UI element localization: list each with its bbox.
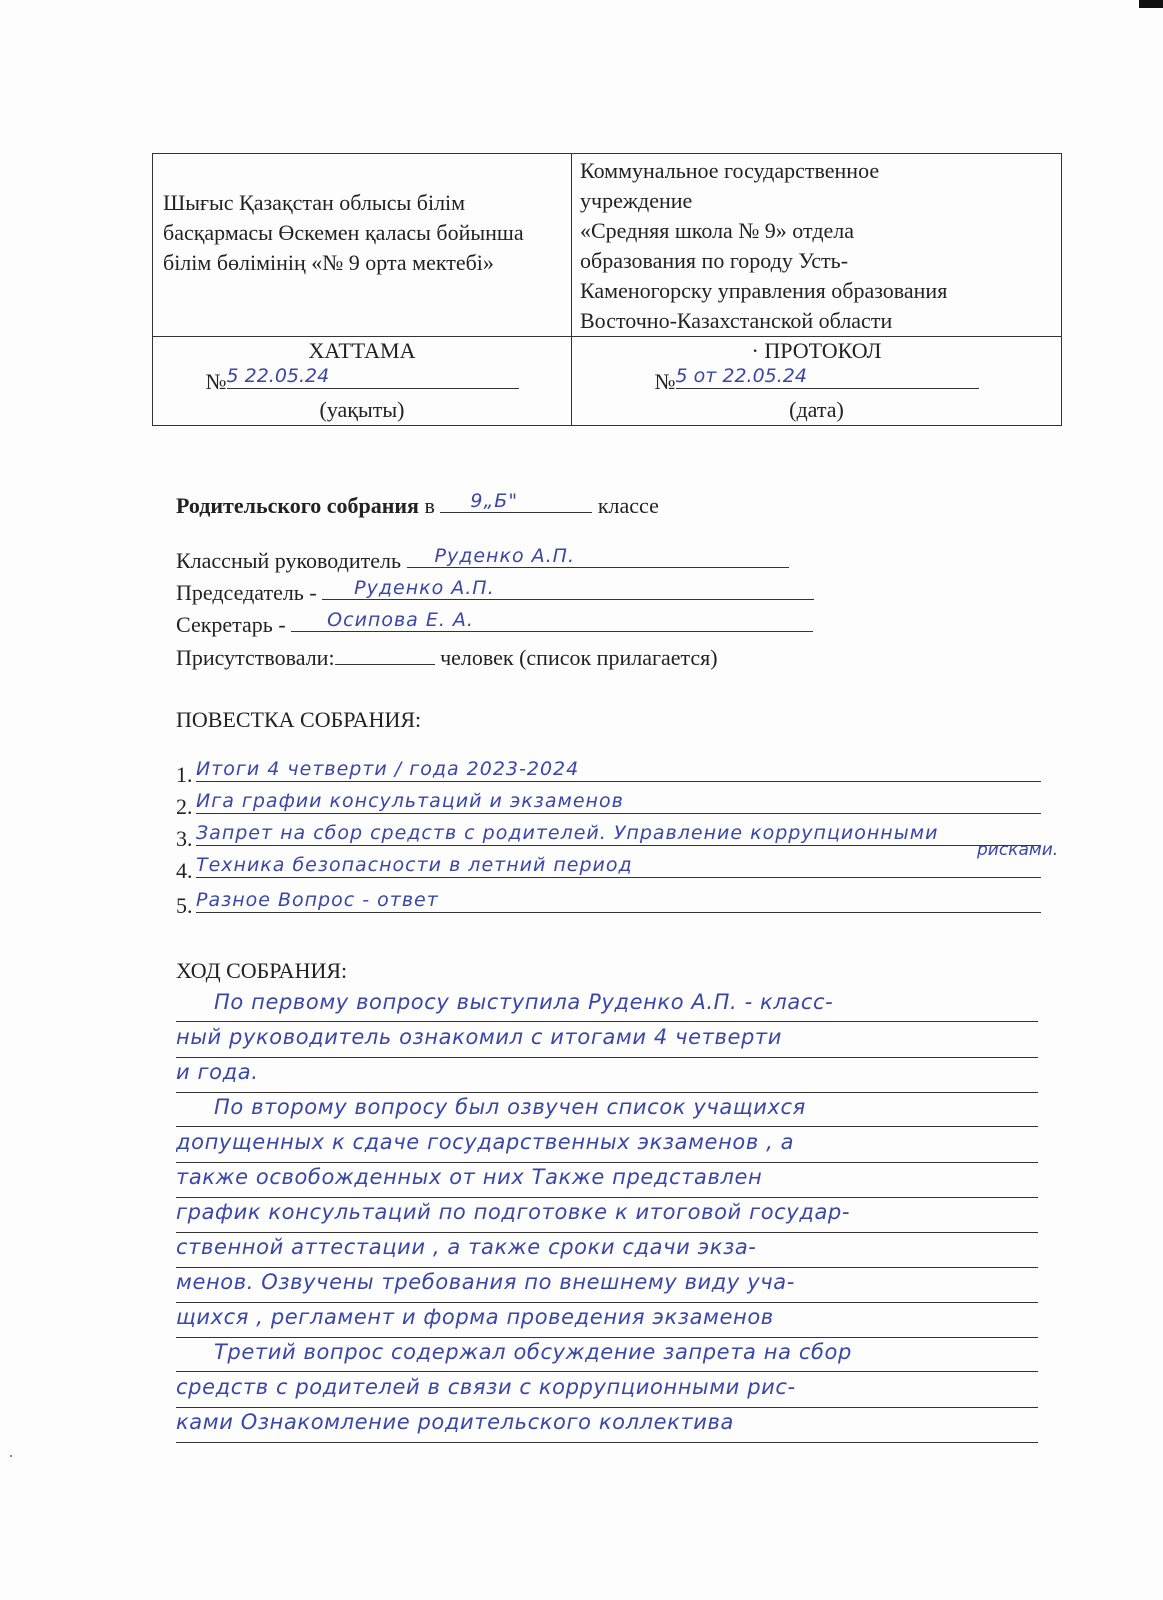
- agenda-item-continuation: рисками.: [977, 840, 1059, 860]
- ru-protocol-number-line: [655, 364, 979, 395]
- chair-line: [176, 576, 814, 608]
- agenda-item-text: Запрет на сбор средств с родителей. Управление коррупционными: [196, 821, 1041, 846]
- agenda-item-number: 5.: [176, 893, 193, 918]
- minutes-line: ками Ознакомление родительского коллектива: [176, 1407, 1038, 1443]
- kz-protocol-cell: [153, 337, 572, 426]
- secretary-value: Осипова Е. А.: [291, 608, 813, 632]
- ru-protocol-cell: [572, 337, 1062, 426]
- kz-protocol-number-date: 5 22.05.24: [227, 364, 519, 389]
- present-label: Присутствовали:: [176, 645, 335, 670]
- present-value: [335, 640, 435, 665]
- agenda-item: [176, 757, 1041, 785]
- class-teacher-label: Классный руководитель: [176, 548, 402, 573]
- kz-protocol-title: ХАТТАМА: [308, 338, 416, 363]
- ru-org-line: «Средняя школа № 9» отдела: [580, 218, 855, 243]
- ru-organization-name: [572, 154, 1062, 337]
- agenda-item-number: 2.: [176, 794, 193, 819]
- agenda-item-text: Техника безопасности в летний период: [196, 853, 1041, 878]
- header-table: [152, 153, 1062, 426]
- ru-org-line: Коммунальное государственное: [580, 158, 880, 183]
- agenda-heading: ПОВЕСТКА СОБРАНИЯ:: [176, 707, 422, 732]
- ru-protocol-title: · ПРОТОКОЛ: [751, 338, 882, 363]
- minutes-heading: ХОД СОБРАНИЯ:: [176, 958, 348, 983]
- in-label: в: [424, 493, 435, 518]
- class-teacher-value: Руденко А.П.: [407, 544, 789, 568]
- minutes-line: По второму вопросу был озвучен список учащихся: [176, 1092, 1038, 1127]
- minutes-line: По первому вопросу выступила Руденко А.П. - класс-: [176, 987, 1038, 1022]
- agenda-item-number: 3.: [176, 826, 193, 851]
- minutes-line: менов. Озвучены требования по внешнему виду уча-: [176, 1267, 1038, 1303]
- agenda-item: [176, 888, 1041, 916]
- number-sign: №: [654, 369, 676, 394]
- chair-value: Руденко А.П.: [322, 576, 814, 600]
- agenda-item: [176, 821, 1041, 849]
- agenda-item: [176, 853, 1041, 881]
- scan-corner-mark: [1139, 0, 1163, 8]
- class-value: 9„Б": [440, 489, 592, 513]
- class-suffix: классе: [597, 493, 659, 518]
- kz-protocol-number-line: [206, 364, 519, 395]
- kz-organization-name: Шығыс Қазақстан облысы білім басқармасы Өскемен қаласы бойынша білім бөлімінің «№ 9 орта мектебі»: [153, 154, 572, 337]
- agenda-item-number: 4.: [176, 858, 193, 883]
- chair-label: Председатель -: [176, 580, 317, 605]
- secretary-label: Секретарь -: [176, 612, 286, 637]
- ru-org-line: Каменогорску управления образования: [580, 278, 948, 303]
- ru-org-line: образования по городу Усть-: [580, 248, 849, 273]
- number-sign: №: [205, 369, 227, 394]
- secretary-line: [176, 608, 813, 640]
- minutes-line: график консультаций по подготовке к итоговой государ-: [176, 1197, 1038, 1233]
- minutes-line: средств с родителей в связи с коррупционными рис-: [176, 1372, 1038, 1408]
- minutes-line: допущенных к сдаче государственных экзаменов , а: [176, 1127, 1038, 1163]
- agenda-item: [176, 789, 1041, 817]
- scan-dot: [10, 1455, 12, 1457]
- minutes-line: ный руководитель ознакомил с итогами 4 четверти: [176, 1022, 1038, 1058]
- meeting-title-line: [176, 489, 659, 521]
- minutes-line: также освобожденных от них Также представлен: [176, 1162, 1038, 1198]
- ru-protocol-subcaption: (дата): [789, 397, 844, 422]
- minutes-line: и года.: [176, 1057, 1038, 1093]
- agenda-item-text: Разное Вопрос - ответ: [196, 888, 1041, 913]
- present-line: [176, 640, 718, 673]
- ru-org-line: Восточно-Казахстанской области: [580, 308, 893, 333]
- agenda-item-text: Ига графии консультаций и экзаменов: [196, 789, 1041, 814]
- meeting-title: Родительского собрания: [176, 493, 419, 518]
- agenda-item-number: 1.: [176, 762, 193, 787]
- minutes-line: ственной аттестации , а также сроки сдачи экза-: [176, 1232, 1038, 1268]
- minutes-line: Третий вопрос содержал обсуждение запрета на сбор: [176, 1337, 1038, 1372]
- class-teacher-line: [176, 544, 789, 576]
- agenda-item-text: Итоги 4 четверти / года 2023-2024: [196, 757, 1041, 782]
- kz-protocol-subcaption: (уақыты): [319, 397, 405, 422]
- minutes-line: щихся , регламент и форма проведения экзаменов: [176, 1302, 1038, 1338]
- ru-org-line: учреждение: [580, 188, 693, 213]
- ru-protocol-number-date: 5 от 22.05.24: [676, 364, 979, 389]
- present-suffix: человек (список прилагается): [440, 645, 718, 670]
